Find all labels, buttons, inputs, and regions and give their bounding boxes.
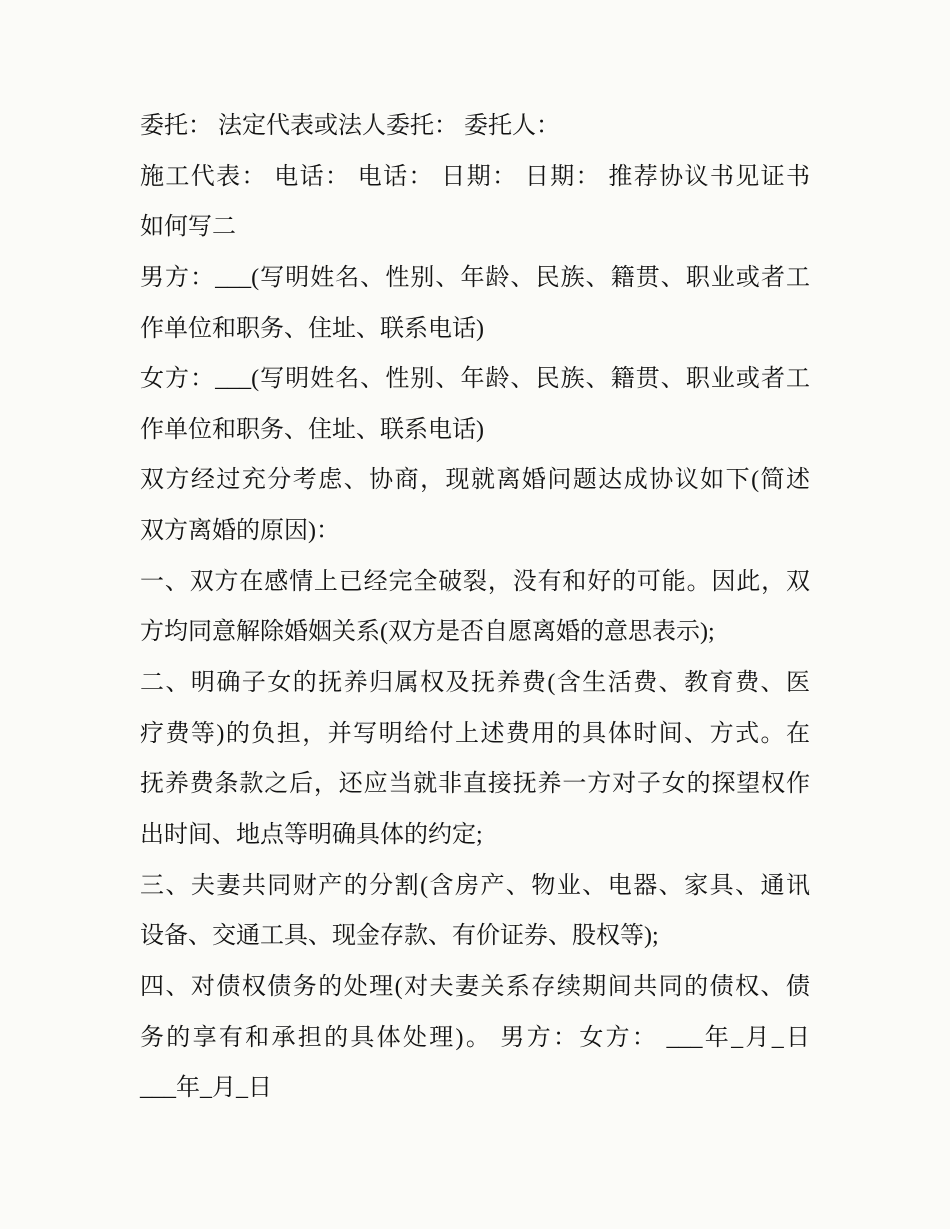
text-line: 委托： 法定代表或法人委托： 委托人： (140, 113, 560, 139)
text-line: 施工代表： 电话： 电话： 日期： 日期： 推荐协议书见证书 (140, 163, 810, 190)
text-line: 方均同意解除婚姻关系(双方是否自愿离婚的意思表示); (140, 619, 715, 646)
text-line: 二、明确子女的抚养归属权及抚养费(含生活费、教育费、医 (140, 670, 810, 697)
text-line: 三、夫妻共同财产的分割(含房产、物业、电器、家具、通讯 (140, 872, 810, 899)
text-line: 双方离婚的原因)： (140, 518, 340, 545)
text-line: 作单位和职务、住址、联系电话) (140, 416, 484, 443)
text-line: 设备、交通工具、现金存款、有价证券、股权等); (140, 923, 659, 950)
text-line: 务的享有和承担的具体处理)。 男方：女方： ___年_月_日 (140, 1024, 810, 1051)
text-line: 双方经过充分考虑、协商，现就离婚问题达成协议如下(简述 (140, 467, 810, 494)
text-line: 女方：___(写明姓名、性别、年龄、民族、籍贯、职业或者工 (140, 366, 810, 393)
text-line: ___年_月_日 (140, 1075, 272, 1102)
text-line: 疗费等)的负担，并写明给付上述费用的具体时间、方式。在 (140, 720, 810, 747)
text-line: 出时间、地点等明确具体的约定; (140, 821, 483, 848)
text-line: 抚养费条款之后，还应当就非直接抚养一方对子女的探望权作 (140, 771, 810, 798)
text-line: 男方：___(写明姓名、性别、年龄、民族、籍贯、职业或者工 (140, 264, 810, 291)
text-line: 如何写二 (140, 214, 236, 241)
text-line: 一、双方在感情上已经完全破裂，没有和好的可能。因此，双 (140, 568, 810, 595)
text-line: 四、对债权债务的处理(对夫妻关系存续期间共同的债权、债 (140, 973, 810, 1000)
text-line: 作单位和职务、住址、联系电话) (140, 315, 484, 342)
